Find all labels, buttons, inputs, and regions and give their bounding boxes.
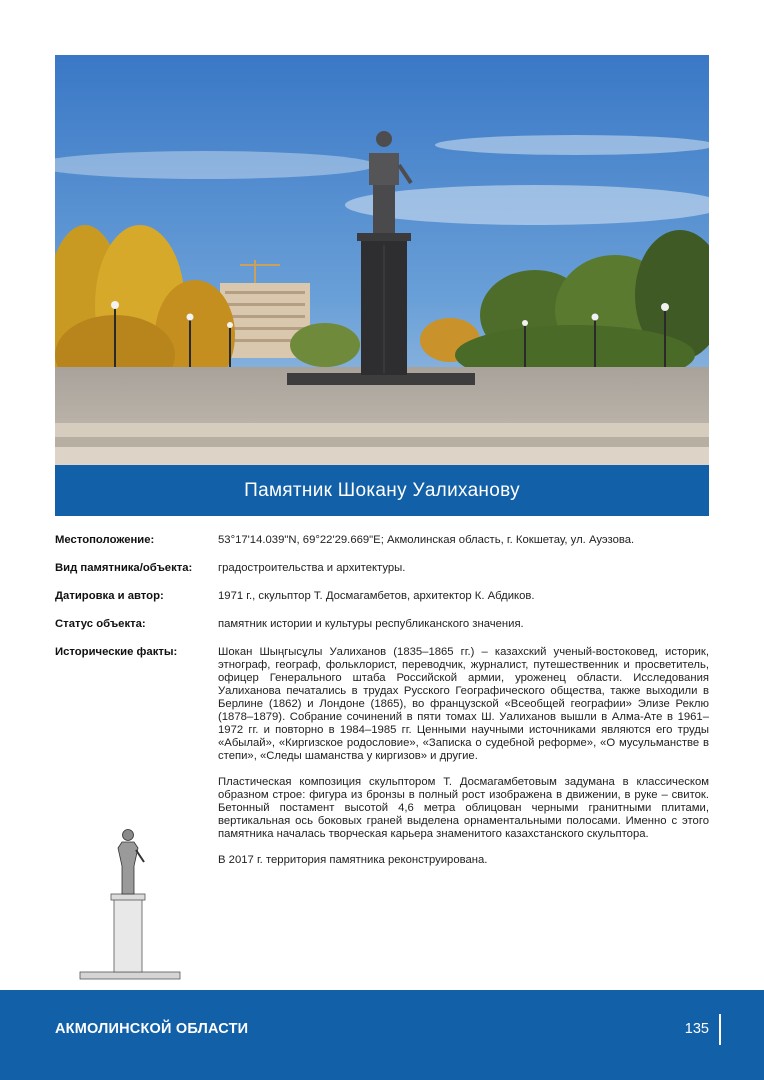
value-location: 53°17'14.039"N, 69°22'29.669"E; Акмолинская область, г. Кокшетау, ул. Ауэзова.: [218, 534, 635, 546]
label-dating: Датировка и автор:: [55, 590, 164, 602]
footer-divider: [719, 1014, 721, 1045]
value-status: памятник истории и культуры республиканского значения.: [218, 618, 524, 630]
facts-text: [218, 646, 709, 880]
label-facts: Исторические факты:: [55, 646, 178, 658]
facts-paragraph-3: В 2017 г. территория памятника реконструирована.: [218, 854, 488, 866]
label-status: Статус объекта:: [55, 618, 146, 630]
monument-sketch: [72, 820, 192, 985]
monument-photo: [55, 55, 709, 465]
page-footer: [0, 990, 764, 1080]
monument-title: Памятник Шокану Уалиханову: [55, 465, 709, 516]
facts-paragraph-1: Шокан Шыңгысұлы Уалиханов (1835–1865 гг.) – казахский ученый-востоковед, историк, этнограф, географ, фольклорист, переводчик, журналист, путешественник и просветитель, офицер Генерального штаба Российской армии, уроженец области. Исследования Уалиханова печатались в трудах Русского Географического общества, также выходили в Берлине (1862) и Лондоне (1865), во французской «Всеобщей географии» Элизе Реклю (1878–1879). Собрание сочинений в пяти томах Ш. Уалиханов вышли в Алма-Ате в 1961–1972 гг. и повторно в 1984–1985 гг. Ценными научными источниками являются его труды «Абылай», «Киргизское родословие», «Записка о судебной реформе», «О мусульманстве в степи», «Следы шаманства у киргизов» и другие.: [218, 646, 709, 762]
label-type: Вид памятника/объекта:: [55, 562, 193, 574]
value-dating: 1971 г., скульптор Т. Досмагамбетов, архитектор К. Абдиков.: [218, 590, 535, 602]
label-location: Местоположение:: [55, 534, 155, 546]
page-number: 135: [684, 1021, 709, 1037]
footer-region-title: АКМОЛИНСКОЙ ОБЛАСТИ: [55, 1021, 249, 1037]
facts-paragraph-2: Пластическая композиция скульптором Т. Досмагамбетовым задумана в классическом образном строе: фигура из бронзы в полный рост изображена в движении, в руке – свиток. Бетонный постамент высотой 4,6 метра облицован черными гранитными плитами, вертикальная ось боковых граней выделена орнаментальными полосами. Именно с этого памятника началась творческая карьера знаменитого казахстанского скульптора.: [218, 776, 709, 840]
value-type: градостроительства и архитектуры.: [218, 562, 406, 574]
